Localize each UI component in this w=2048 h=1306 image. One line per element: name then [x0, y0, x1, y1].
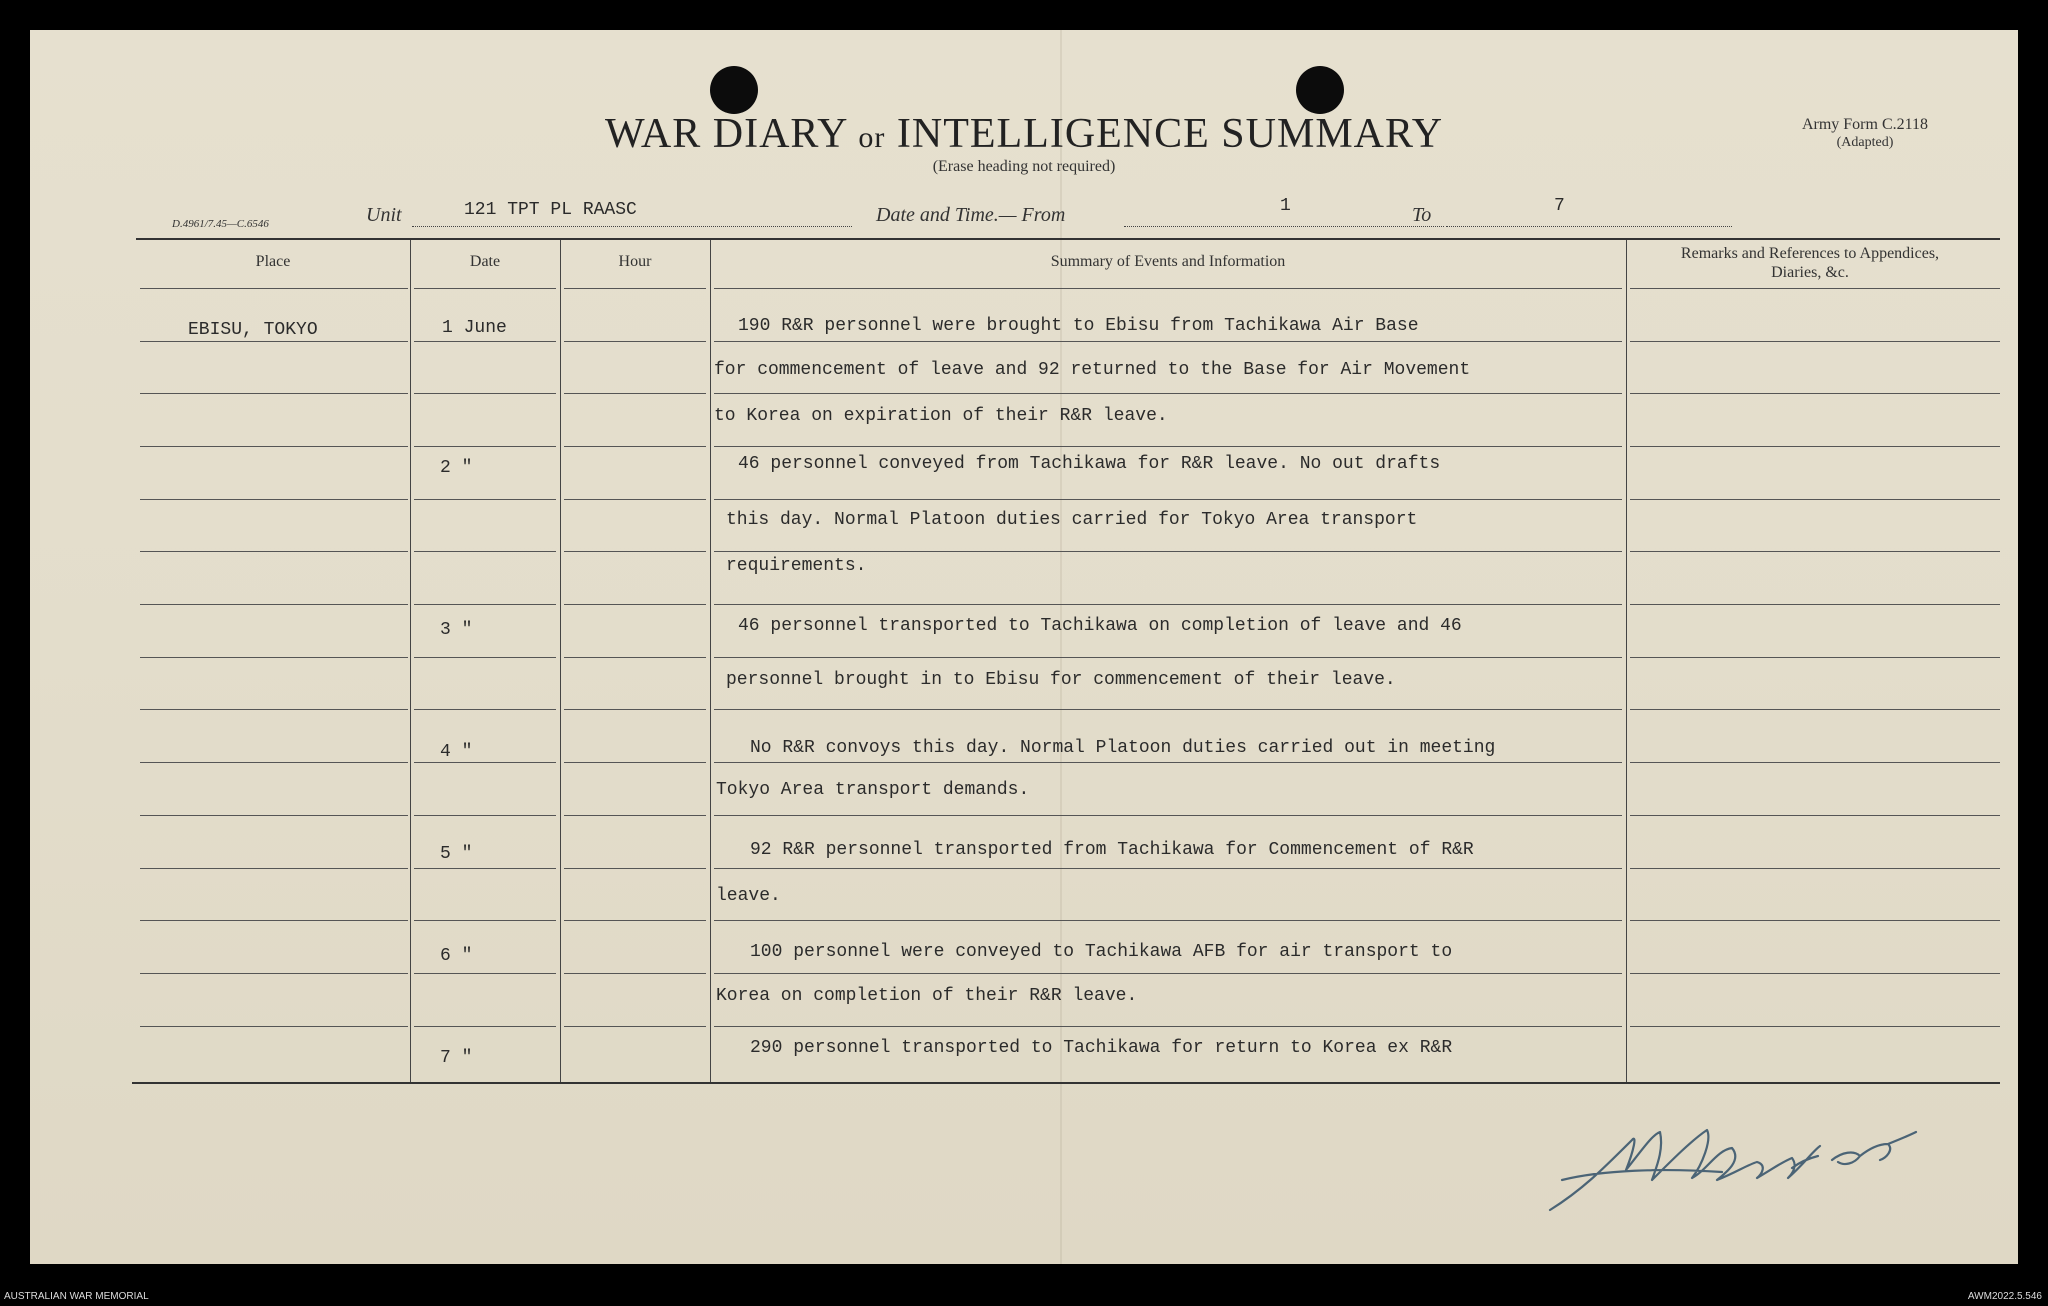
from-value: 1 [1280, 196, 1291, 216]
ruled-line [714, 446, 1622, 447]
ruled-line [714, 920, 1622, 921]
title-war-diary: WAR DIARY [604, 111, 847, 157]
ruled-line [414, 868, 556, 869]
ruled-line [1630, 868, 2000, 869]
to-label: To [1412, 204, 1432, 226]
ruled-line [140, 709, 408, 710]
ruled-line [1630, 604, 2000, 605]
table-top-border [136, 238, 2000, 240]
ruled-line [1630, 973, 2000, 974]
column-header-summary: Summary of Events and Information [1050, 253, 1286, 270]
ruled-line [564, 288, 706, 289]
ruled-line [140, 288, 408, 289]
ruled-line [1630, 762, 2000, 763]
ruled-line [564, 709, 706, 710]
date-entry-2: 2 " [440, 458, 473, 478]
ruled-line [140, 762, 408, 763]
date-entry-3: 3 " [440, 620, 473, 640]
document-page [30, 30, 2018, 1264]
ruled-line [564, 551, 706, 552]
date-entry-6: 6 " [440, 946, 473, 966]
ruled-line [714, 657, 1622, 658]
ruled-line [714, 341, 1622, 342]
ruled-line [714, 973, 1622, 974]
table-bottom-border [132, 1082, 2000, 1084]
ruled-line [714, 499, 1622, 500]
ruled-line [414, 973, 556, 974]
punch-hole-right [1296, 66, 1344, 114]
ruled-line [140, 657, 408, 658]
summary-line-10: Tokyo Area transport demands. [716, 780, 1030, 800]
ruled-line [564, 657, 706, 658]
ruled-line [1630, 709, 2000, 710]
form-title [30, 110, 2018, 158]
army-form-adapted: (Adapted) [1836, 135, 1894, 150]
ruled-line [564, 815, 706, 816]
ruled-line [564, 393, 706, 394]
ruled-line [1630, 446, 2000, 447]
ruled-line [564, 341, 706, 342]
summary-line-11: 92 R&R personnel transported from Tachikawa for Commencement of R&R [750, 840, 1474, 860]
army-form-label: Army Form C.2118 [1801, 116, 1929, 133]
date-entry-7: 7 " [440, 1048, 473, 1068]
ruled-line [714, 604, 1622, 605]
ruled-line [414, 551, 556, 552]
ruled-line [414, 815, 556, 816]
ruled-line [564, 1026, 706, 1027]
ruled-line [414, 341, 556, 342]
handwritten-signature [1542, 1110, 1922, 1220]
ruled-line [564, 446, 706, 447]
ruled-line [140, 604, 408, 605]
punch-hole-left [710, 66, 758, 114]
ruled-line [1630, 288, 2000, 289]
ruled-line [714, 551, 1622, 552]
summary-line-8: personnel brought in to Ebisu for commencement of their leave. [726, 670, 1396, 690]
ruled-line [140, 393, 408, 394]
col-divider-4 [1626, 240, 1627, 1082]
ruled-line [140, 920, 408, 921]
ruled-line [1630, 657, 2000, 658]
ruled-line [564, 920, 706, 921]
title-or: or [858, 121, 886, 154]
ruled-line [714, 709, 1622, 710]
date-entry-1: 1 June [442, 318, 507, 338]
form-print-code: D.4961/7.45—C.6546 [172, 218, 269, 230]
column-header-remarks: Remarks and References to Appendices, Diaries, &c. [1680, 245, 1940, 281]
ruled-line [140, 973, 408, 974]
from-fill-line [1124, 226, 1444, 227]
ruled-line [414, 499, 556, 500]
ruled-line [414, 446, 556, 447]
column-header-date: Date [469, 253, 501, 270]
column-header-hour: Hour [618, 253, 652, 270]
place-entry: EBISU, TOKYO [188, 320, 318, 340]
date-entry-4: 4 " [440, 742, 473, 762]
form-subtitle: (Erase heading not required) [932, 158, 1116, 175]
ruled-line [714, 762, 1622, 763]
ruled-line [714, 868, 1622, 869]
summary-line-2: for commencement of leave and 92 returned to the Base for Air Movement [714, 360, 1471, 380]
ruled-line [1630, 815, 2000, 816]
ruled-line [714, 815, 1622, 816]
summary-line-4: 46 personnel conveyed from Tachikawa for R&R leave. No out drafts [738, 454, 1441, 474]
ruled-line [140, 815, 408, 816]
ruled-line [714, 393, 1622, 394]
summary-line-6: requirements. [726, 556, 867, 576]
summary-line-14: Korea on completion of their R&R leave. [716, 986, 1138, 1006]
to-fill-line [1446, 226, 1732, 227]
ruled-line [414, 657, 556, 658]
summary-line-1: 190 R&R personnel were brought to Ebisu from Tachikawa Air Base [738, 316, 1419, 336]
summary-line-5: this day. Normal Platoon duties carried for Tokyo Area transport [726, 510, 1418, 530]
ruled-line [414, 920, 556, 921]
unit-value: 121 TPT PL RAASC [464, 200, 637, 220]
unit-fill-line [412, 226, 852, 227]
summary-line-3: to Korea on expiration of their R&R leave. [714, 406, 1168, 426]
ruled-line [414, 762, 556, 763]
ruled-line [140, 551, 408, 552]
footer-archive-name: AUSTRALIAN WAR MEMORIAL [4, 1291, 149, 1302]
ruled-line [714, 1026, 1622, 1027]
ruled-line [1630, 499, 2000, 500]
col-divider-3 [710, 240, 711, 1082]
ruled-line [414, 709, 556, 710]
ruled-line [1630, 393, 2000, 394]
ruled-line [564, 499, 706, 500]
date-entry-5: 5 " [440, 844, 473, 864]
ruled-line [564, 973, 706, 974]
summary-line-7: 46 personnel transported to Tachikawa on completion of leave and 46 [738, 616, 1462, 636]
col-divider-2 [560, 240, 561, 1082]
unit-label: Unit [366, 204, 402, 226]
ruled-line [564, 604, 706, 605]
ruled-line [1630, 920, 2000, 921]
army-form-number [1760, 116, 1970, 152]
ruled-line [140, 1026, 408, 1027]
col-divider-1 [410, 240, 411, 1082]
ruled-line [414, 288, 556, 289]
title-intelligence-summary: INTELLIGENCE SUMMARY [896, 111, 1444, 157]
summary-line-12: leave. [716, 886, 781, 906]
ruled-line [414, 604, 556, 605]
summary-line-15: 290 personnel transported to Tachikawa for return to Korea ex R&R [750, 1038, 1453, 1058]
ruled-line [714, 288, 1622, 289]
to-value: 7 [1554, 196, 1565, 216]
ruled-line [1630, 1026, 2000, 1027]
summary-line-9: No R&R convoys this day. Normal Platoon duties carried out in meeting [750, 738, 1496, 758]
ruled-line [140, 446, 408, 447]
ruled-line [140, 499, 408, 500]
ruled-line [1630, 551, 2000, 552]
ruled-line [564, 868, 706, 869]
ruled-line [140, 341, 408, 342]
column-header-place: Place [255, 253, 291, 270]
summary-line-13: 100 personnel were conveyed to Tachikawa AFB for air transport to [750, 942, 1453, 962]
footer-accession-number: AWM2022.5.546 [1967, 1291, 2042, 1302]
ruled-line [140, 868, 408, 869]
ruled-line [564, 762, 706, 763]
ruled-line [414, 393, 556, 394]
ruled-line [1630, 341, 2000, 342]
date-time-label: Date and Time.— From [876, 204, 1066, 226]
ruled-line [414, 1026, 556, 1027]
